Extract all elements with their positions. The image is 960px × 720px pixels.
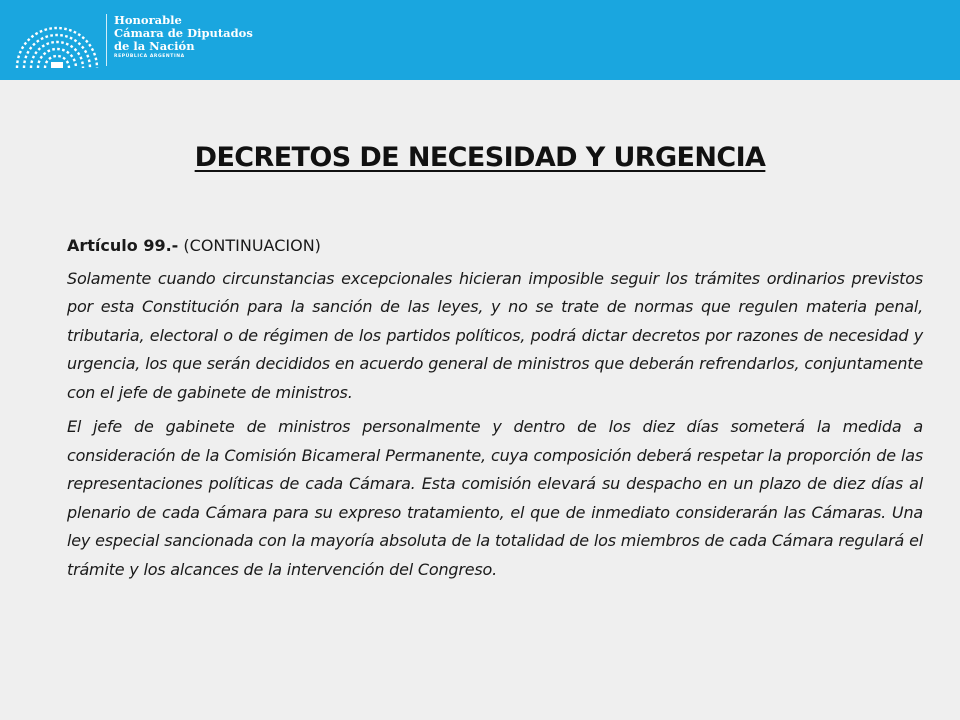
institution-name-line: de la Nación [114, 39, 195, 53]
institution-country: REPÚBLICA ARGENTINA [114, 54, 185, 59]
institution-name-line: Honorable [114, 13, 182, 27]
header-band [0, 0, 960, 80]
article-note: (CONTINUACION) [183, 236, 321, 255]
slide-body [67, 232, 923, 590]
article-heading [67, 232, 923, 261]
logo-divider [106, 14, 107, 66]
article-label: Artículo 99.- [67, 236, 179, 255]
article-paragraph: El jefe de gabinete de ministros personalmente y dentro de los diez días someterá la medida a consideración de la Comisión Bicameral Permanente, cuya composición deberá respetar la proporción de las representaciones políticas de cada Cámara. Esta comisión elevará su despacho en un plazo de diez días al plenario de cada Cámara para su expreso tratamiento, el que de inmediato considerarán las Cámaras. Una ley especial sancionada con la mayoría absoluta de la totalidad de los miembros de cada Cámara regulará el trámite y los alcances de la intervención del Congreso. [67, 417, 923, 579]
institution-name-line: Cámara de Diputados [114, 26, 253, 40]
slide-title: DECRETOS DE NECESIDAD Y URGENCIA [194, 142, 766, 173]
article-paragraph: Solamente cuando circunstancias excepcionales hicieran imposible seguir los trámites ordinarios previstos por esta Constitución para la sanción de las leyes, y no se trate de normas que regulen materia penal, tributaria, electoral o de régimen de los partidos políticos, podrá dictar decretos por razones de necesidad y urgencia, los que serán decididos en acuerdo general de ministros que deberán refrendarlos, conjuntamente con el jefe de gabinete de ministros. [67, 268, 923, 402]
institution-name [114, 14, 253, 61]
congress-arch-icon [12, 6, 102, 72]
